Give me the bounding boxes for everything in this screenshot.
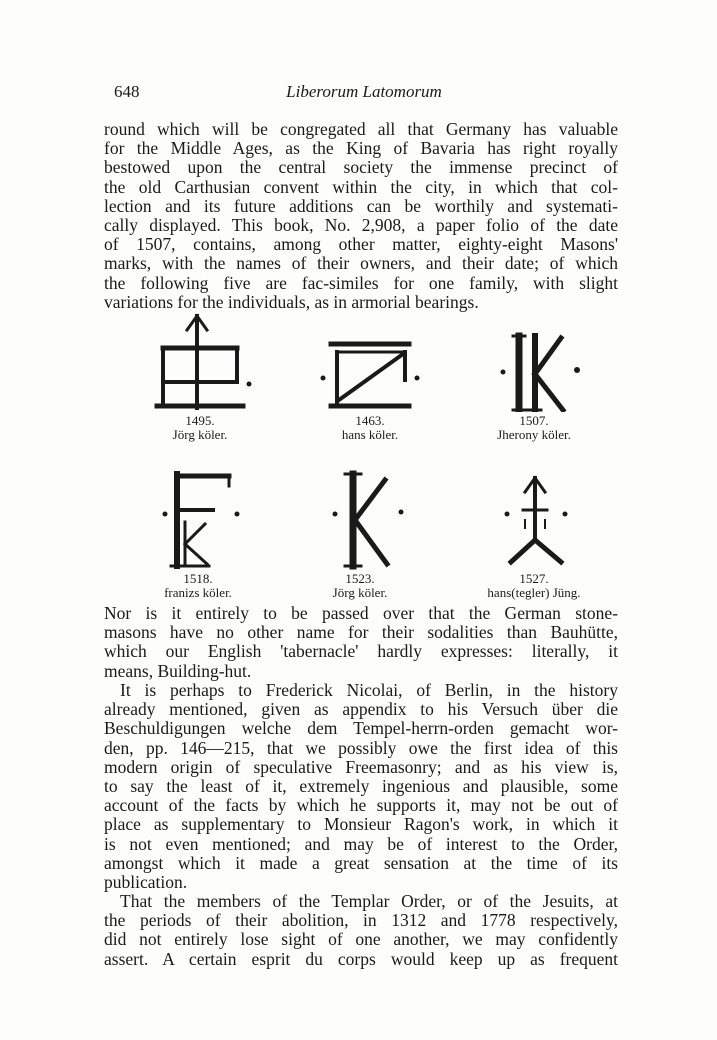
mark-year: 1518. — [183, 571, 213, 586]
text-line: which our English 'tabernacle' hardly expresses: literally, it — [104, 641, 618, 662]
running-title: Liberorum Latomorum — [286, 82, 442, 101]
text-line: the old Carthusian convent within the city, in which that col- — [104, 176, 618, 197]
mason-mark-1523 — [290, 470, 430, 600]
mason-mark-1495 — [130, 312, 270, 442]
text-line: is not even mentioned; and may be of interest to the Order, — [104, 833, 618, 854]
text-line: den, pp. 146—215, that we possibly owe the first idea of this — [104, 737, 618, 758]
mark-year: 1527. — [519, 571, 549, 586]
mark-year: 1507. — [519, 413, 549, 428]
z-box-mark-icon — [315, 312, 425, 412]
mark-owner: Jherony köler. — [497, 427, 571, 442]
mark-owner: hans(tegler) Jüng. — [487, 585, 581, 600]
masons-marks-row-1 — [130, 312, 610, 442]
text-line: amongst which it made a great sensation at the time of its — [104, 852, 618, 873]
page-number: 648 — [114, 82, 140, 101]
text-line: round which will be congregated all that Germany has valuable — [104, 119, 618, 139]
paragraph-4 — [104, 892, 618, 969]
mason-mark-1463 — [300, 312, 440, 442]
text-line: masons have no other name for their sodalities than Bauhütte, — [104, 622, 618, 643]
mason-mark-1507 — [464, 312, 604, 442]
text-line: for the Middle Ages, as the King of Bavaria has right royally — [104, 138, 618, 159]
text-line: That the members of the Templar Order, or of the Jesuits, at — [120, 891, 618, 911]
mark-owner: Jörg köler. — [172, 427, 228, 442]
arrow-cross-mark-icon — [479, 470, 589, 570]
text-line: means, Building-hut. — [104, 660, 252, 681]
mark-owner: Jörg köler. — [332, 585, 388, 600]
text-line: lection and its future additions can be worthily and systemati- — [104, 195, 618, 216]
text-line: modern origin of speculative Freemasonry; and as his view is, — [104, 756, 618, 777]
text-line: already mentioned, given as appendix to his Versuch über die — [104, 699, 618, 720]
text-line: marks, with the names of their owners, and their date; of which — [104, 253, 618, 274]
paragraph-1 — [104, 120, 618, 312]
mason-mark-1527 — [464, 470, 604, 600]
text-line: assert. A certain esprit du corps would keep up as frequent — [104, 948, 618, 969]
text-line: the periods of their abolition, in 1312 and 1778 respectively, — [104, 910, 618, 931]
text-line: of 1507, contains, among other matter, eighty-eight Masons' — [104, 234, 618, 255]
mark-year: 1495. — [185, 413, 215, 428]
fk-mark-icon — [143, 470, 253, 570]
text-line: account of the facts by which he supports it, may not be out of — [104, 795, 618, 816]
text-line: bestowed upon the central society the immense precinct of — [104, 157, 618, 178]
text-line: publication. — [104, 872, 188, 893]
masons-marks-row-2 — [130, 470, 610, 600]
paragraph-3 — [104, 681, 618, 892]
mark-owner: hans köler. — [341, 427, 399, 442]
text-line: It is perhaps to Frederick Nicolai, of Berlin, in the history — [120, 680, 618, 700]
text-line: cally displayed. This book, No. 2,908, a paper folio of the date — [104, 215, 618, 236]
k-mark-icon — [305, 470, 415, 570]
text-line: to say the least of it, extremely ingenious and plausible, some — [104, 776, 618, 797]
ik-mark-icon — [479, 312, 589, 412]
text-line: Nor is it entirely to be passed over that the German stone- — [104, 603, 618, 623]
mark-owner: franizs köler. — [164, 585, 232, 600]
mason-mark-1518 — [128, 470, 268, 600]
mark-year: 1523. — [345, 571, 375, 586]
mark-year: 1463. — [355, 413, 385, 428]
paragraph-2 — [104, 604, 618, 681]
text-line: did not entirely lose sight of one another, we may confidently — [104, 929, 618, 950]
text-line: Beschuldigungen welche dem Tempel-herrn-orden gemacht wor- — [104, 718, 618, 739]
text-line: place as supplementary to Monsieur Ragon's work, in which it — [104, 814, 618, 835]
text-line: variations for the individuals, as in armorial bearings. — [104, 291, 479, 312]
text-line: the following five are fac-similes for one family, with slight — [104, 272, 618, 293]
cross-over-box-mark-icon — [145, 312, 255, 412]
page-header — [114, 82, 614, 106]
